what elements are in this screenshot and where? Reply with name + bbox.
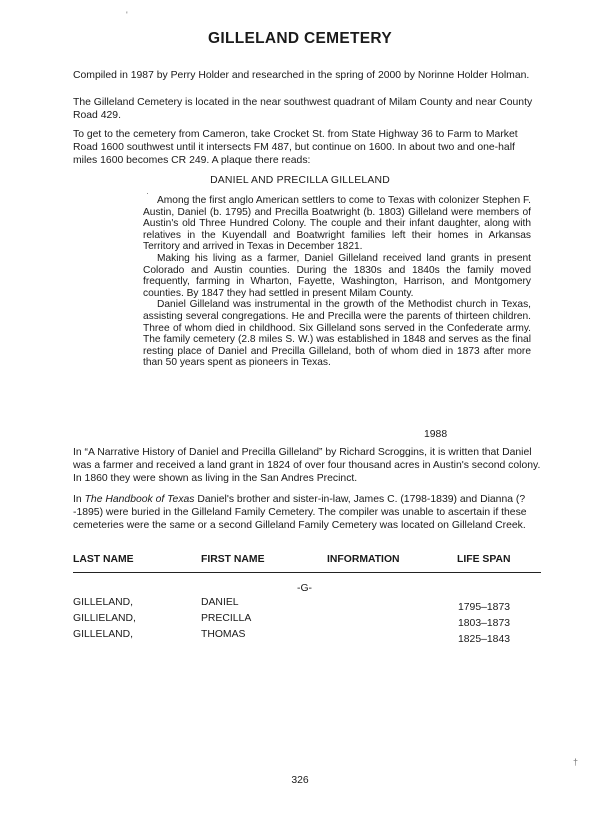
compiled-paragraph: Compiled in 1987 by Perry Holder and researched in the spring of 2000 by Norinne Holder Holman. bbox=[73, 70, 530, 81]
header-life-span: LIFE SPAN bbox=[457, 554, 511, 565]
cell-first-name: PRECILLA bbox=[201, 613, 252, 624]
narrative-paragraph: In “A Narrative History of Daniel and Precilla Gilleland” by Richard Scroggins, it is written that Daniel was a farmer and received a land grant in 1824 of over four thousand acres in Austin's second colony. In 1860 they were shown as living in the San Andres Precinct. bbox=[73, 447, 541, 484]
cell-last-name: GILLELAND, bbox=[73, 597, 134, 608]
scan-speck-plaque: · bbox=[146, 188, 149, 198]
table-row bbox=[73, 613, 541, 627]
header-last-name: LAST NAME bbox=[73, 554, 134, 565]
cell-last-name: GILLELAND, bbox=[73, 629, 134, 640]
plaque-year: 1988 bbox=[424, 429, 448, 440]
cell-life-span: 1795–1873 bbox=[458, 602, 511, 613]
handbook-paragraph bbox=[73, 493, 541, 532]
cell-life-span: 1803–1873 bbox=[458, 618, 511, 629]
location-paragraph: The Gilleland Cemetery is located in the near southwest quadrant of Milam County and near County Road 429. bbox=[73, 97, 533, 121]
handbook-book-title: The Handbook of Texas bbox=[84, 494, 195, 505]
plaque-paragraph: Making his living as a farmer, Daniel Gilleland received land grants in present Colorado and Austin counties. During the 1830s and 1840s the family moved frequently, farming in Wharton, Fayette, Washington, Harrison, and Montgomery counties. By 1847 they had settled in present Milam County. bbox=[143, 252, 531, 299]
scan-speck-margin: † bbox=[573, 757, 579, 767]
header-information: INFORMATION bbox=[327, 554, 400, 565]
plaque-text bbox=[143, 195, 531, 369]
plaque-paragraph: Daniel Gilleland was instrumental in the growth of the Methodist church in Texas, assisting several congregations. He and Precilla were the parents of thirteen children. Three of whom died in childhood. Six Gilleland sons served in the Confederate army. The family cemetery (2.8 miles S. W.) was established in 1848 and serves as the final resting place of Daniel and Precilla Gilleland, both of whom died in 1873 after more than 50 years spent as pioneers in Texas. bbox=[143, 299, 531, 369]
table-row bbox=[73, 597, 541, 611]
cell-life-span: 1825–1843 bbox=[458, 634, 511, 645]
cell-first-name: DANIEL bbox=[201, 597, 239, 608]
page-title: GILLELAND CEMETERY bbox=[208, 30, 392, 47]
scan-speck-top: ' bbox=[126, 10, 128, 20]
handbook-prefix: In bbox=[73, 494, 85, 505]
header-first-name: FIRST NAME bbox=[201, 554, 265, 565]
page-number: 326 bbox=[291, 775, 309, 786]
plaque-paragraph: Among the first anglo American settlers to come to Texas with colonizer Stephen F. Austin, Daniel (b. 1795) and Precilla Boatwright (b. 1803) Gilleland were members of Austin's old Three Hundred Colony. The couple and their infant daughter, along with relatives in the Kuyendall and Boatwright families left their homes in Arkansas Territory and arrived in Texas in December 1821. bbox=[143, 195, 531, 253]
directions-paragraph: To get to the cemetery from Cameron, take Crocket St. from State Highway 36 to Farm to Market Road 1600 southwest until it intersects FM 487, but continue on 1600. In about two and one-half miles 1600 becomes CR 249. A plaque there reads: bbox=[73, 129, 518, 166]
table-row bbox=[73, 629, 541, 643]
plaque-title: DANIEL AND PRECILLA GILLELAND bbox=[210, 175, 390, 186]
handbook-text: Daniel's brother and sister-in-law, James C. (1798-1839) and Dianna (?-1895) were buried in the Gilleland Family Cemetery. The compiler was unable to ascertain if these cemeteries were the same or a second Gilleland Family Cemetery was located on Gilleland Creek. bbox=[73, 494, 527, 531]
section-letter: -G- bbox=[297, 583, 313, 594]
cell-last-name: GILLIELAND, bbox=[73, 613, 136, 624]
table-header bbox=[73, 554, 541, 568]
table-divider bbox=[73, 572, 541, 573]
cell-first-name: THOMAS bbox=[201, 629, 246, 640]
